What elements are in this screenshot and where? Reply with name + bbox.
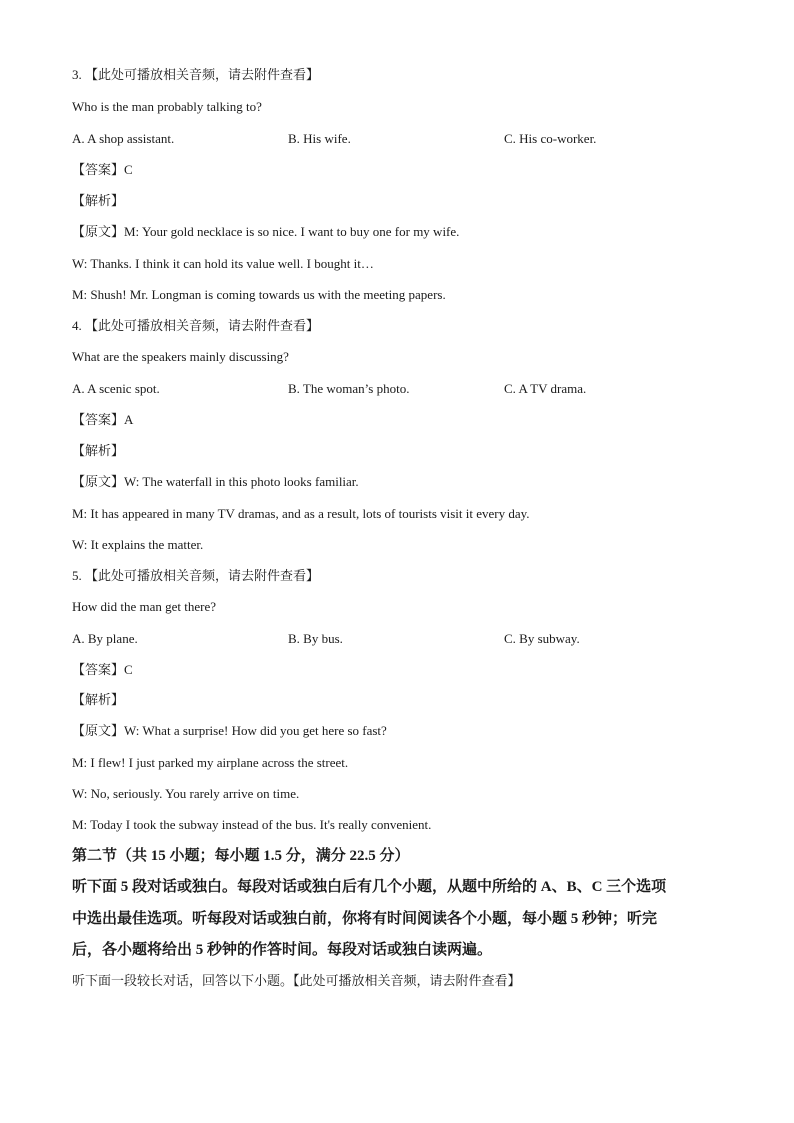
option-b: B. The woman’s photo. — [288, 381, 410, 396]
option-c: C. His co-worker. — [504, 131, 597, 146]
option-b: B. His wife. — [288, 131, 351, 146]
question-3-answer: 【答案】C — [72, 162, 133, 177]
question-3-script-line: 【原文】M: Your gold necklace is so nice. I want to buy one for my wife. — [72, 224, 460, 239]
question-4-options — [72, 381, 752, 397]
question-5-number[interactable]: 5. 【此处可播放相关音频，请去附件查看】 — [72, 568, 320, 583]
question-4-script-line: 【原文】W: The waterfall in this photo looks familiar. — [72, 474, 359, 489]
option-c: C. A TV drama. — [504, 381, 587, 396]
question-5-script-line: W: No, seriously. You rarely arrive on time. — [72, 786, 300, 801]
question-4-number[interactable]: 4. 【此处可播放相关音频，请去附件查看】 — [72, 318, 320, 333]
question-4-script-line: M: It has appeared in many TV dramas, and as a result, lots of tourists visit it every day. — [72, 506, 530, 521]
question-3-analysis: 【解析】 — [72, 193, 125, 208]
option-c: C. By subway. — [504, 631, 580, 646]
section-2-instruction-line: 听下面 5 段对话或独白。每段对话或独白后有几个小题，从题中所给的 A、B、C 三个选项 — [72, 879, 667, 895]
question-5-options — [72, 631, 752, 647]
section-2-prompt[interactable]: 听下面一段较长对话，回答以下小题。【此处可播放相关音频，请去附件查看】 — [72, 973, 521, 988]
section-2-title: 第二节（共 15 小题；每小题 1.5 分，满分 22.5 分） — [72, 848, 410, 864]
question-3-text: Who is the man probably talking to? — [72, 99, 262, 114]
question-4-text: What are the speakers mainly discussing? — [72, 349, 289, 364]
question-5-answer: 【答案】C — [72, 662, 133, 677]
question-5-script-line: M: Today I took the subway instead of the bus. It's really convenient. — [72, 817, 432, 832]
section-2-instruction-line: 后，各小题将给出 5 秒钟的作答时间。每段对话或独白读两遍。 — [72, 942, 493, 958]
question-5-script-line: 【原文】W: What a surprise! How did you get here so fast? — [72, 723, 387, 738]
question-3-options — [72, 131, 752, 147]
question-4-analysis: 【解析】 — [72, 443, 125, 458]
option-a: A. A shop assistant. — [72, 131, 175, 146]
question-3-script-line: W: Thanks. I think it can hold its value well. I bought it… — [72, 256, 374, 271]
question-3-number[interactable]: 3. 【此处可播放相关音频，请去附件查看】 — [72, 67, 320, 82]
option-b: B. By bus. — [288, 631, 343, 646]
section-2-instruction-line: 中选出最佳选项。听每段对话或独白前，你将有时间阅读各个小题，每小题 5 秒钟；听完 — [72, 911, 658, 927]
question-4-script-line: W: It explains the matter. — [72, 537, 204, 552]
option-a: A. By plane. — [72, 631, 138, 646]
question-5-analysis: 【解析】 — [72, 692, 125, 707]
question-4-answer: 【答案】A — [72, 412, 134, 427]
question-5-script-line: M: I flew! I just parked my airplane across the street. — [72, 755, 349, 770]
option-a: A. A scenic spot. — [72, 381, 160, 396]
question-3-script-line: M: Shush! Mr. Longman is coming towards us with the meeting papers. — [72, 287, 446, 302]
question-5-text: How did the man get there? — [72, 599, 217, 614]
